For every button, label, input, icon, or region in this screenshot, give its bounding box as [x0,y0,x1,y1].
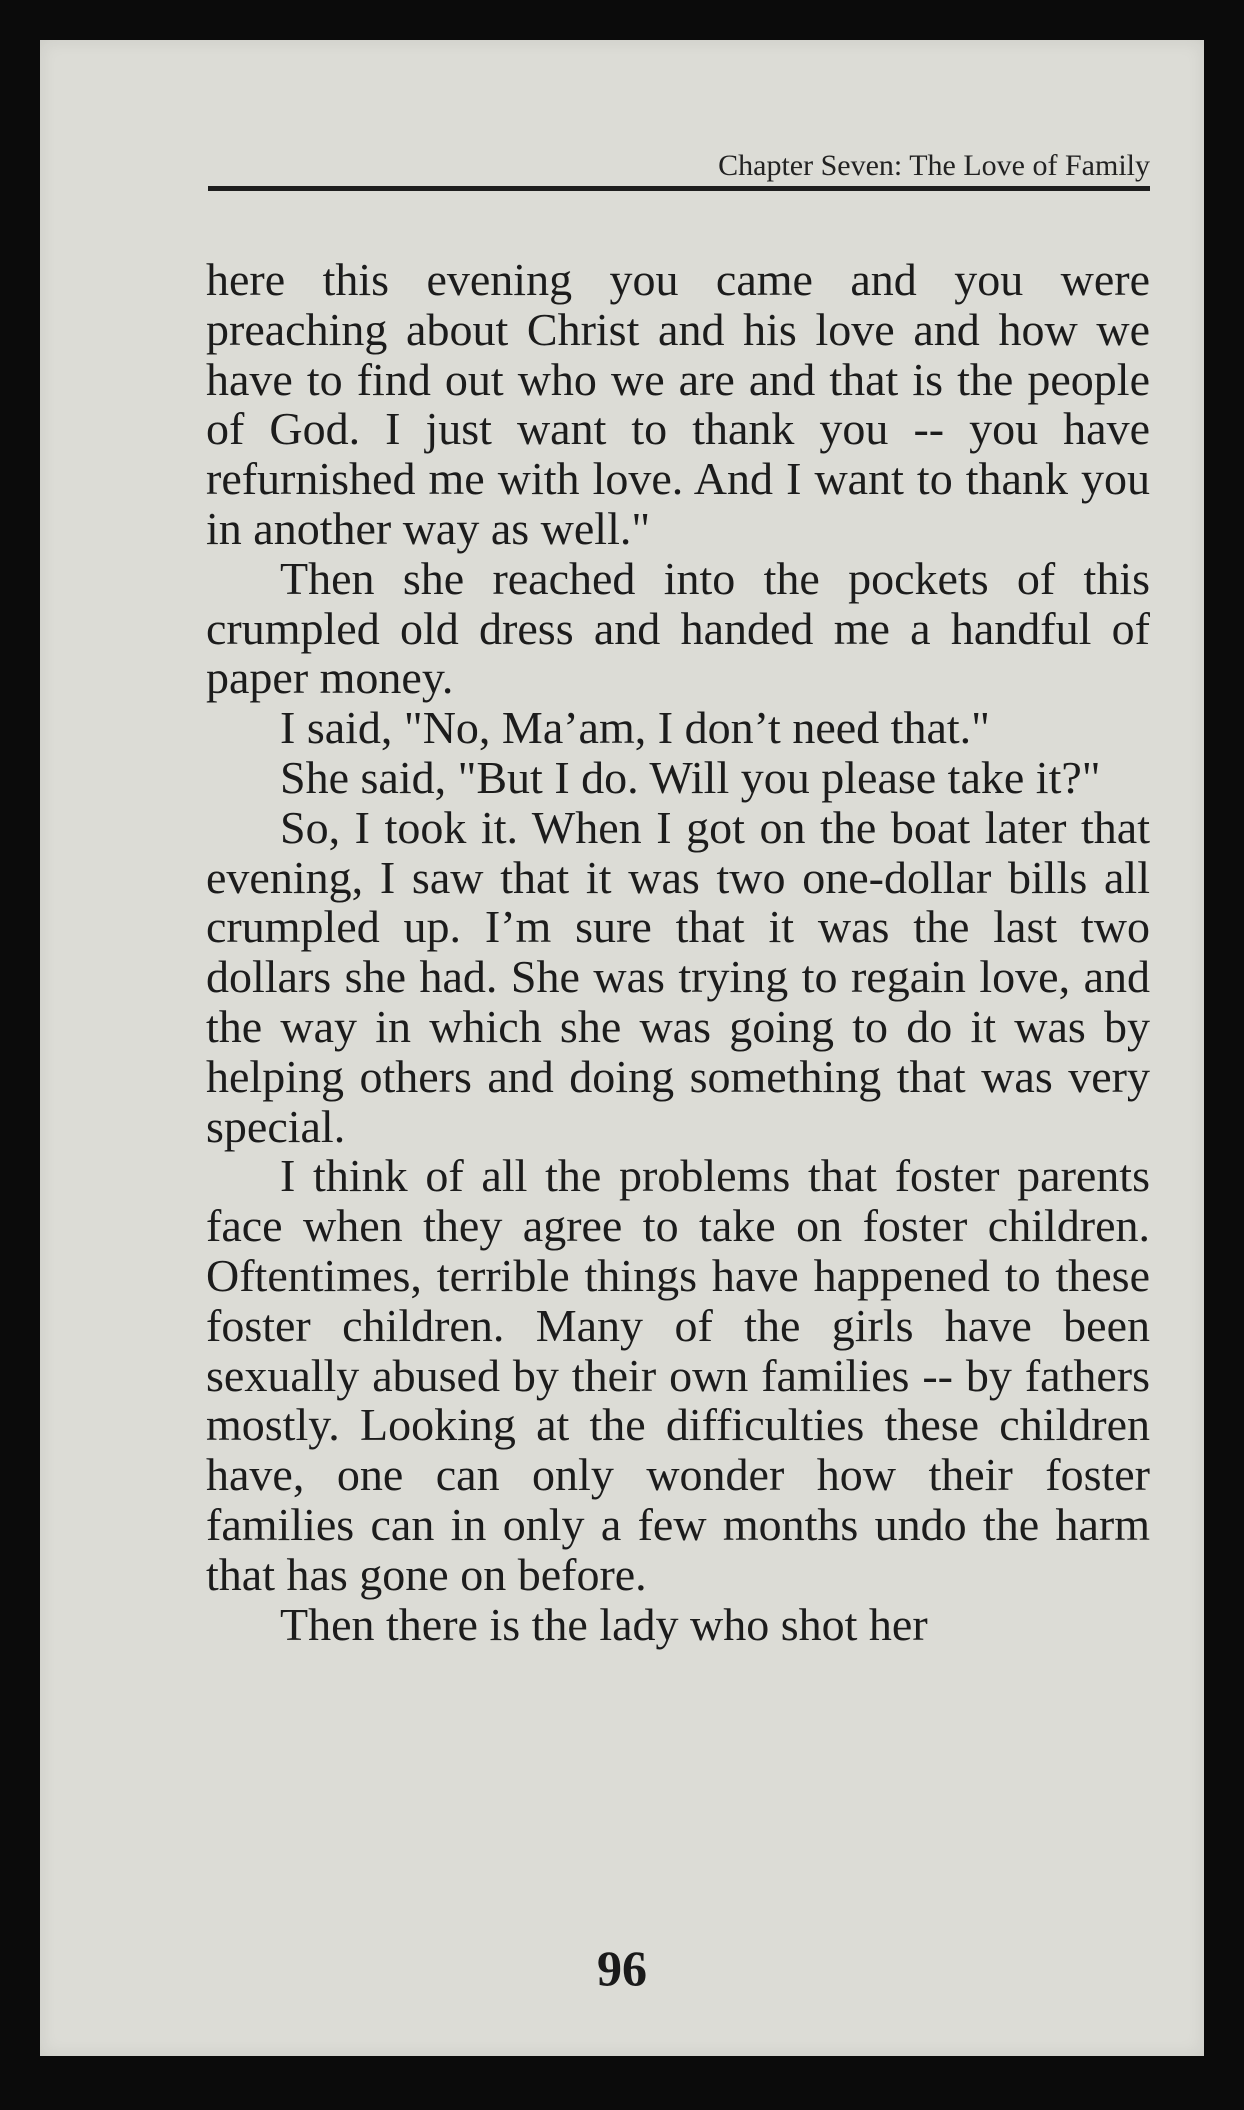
paragraph: She said, "But I do. Will you please take it?" [280,751,1101,803]
paragraph: Then she reached into the pockets of this crumpled old dress and handed me a handful of paper money. [206,552,1150,704]
book-page [40,40,1204,2056]
running-head: Chapter Seven: The Love of Family [718,149,1150,182]
paragraph: I said, "No, Ma’am, I don’t need that." [280,702,990,754]
paragraph: Then there is the lady who shot her [280,1598,928,1650]
paragraph: So, I took it. When I got on the boat later that evening, I saw that it was two one-dollar bills all crumpled up. I’m sure that it was the last two dollars she had. She was trying to regain love, and the way in which she was going to do it was by helping others and doing something that was very special. [206,801,1150,1152]
paragraph: I think of all the problems that foster parents face when they agree to take on foster children. Oftentimes, terrible things have happened to these foster children. Many of the girls have been sexually abused by their own families -- by fathers mostly. Looking at the difficulties these children have, one can only wonder how their foster families can in only a few months undo the harm that has gone on before. [206,1150,1150,1600]
header-rule [208,186,1150,191]
page-number: 96 [597,1940,647,1996]
body-text [206,255,1150,1649]
paragraph: here this evening you came and you were preaching about Christ and his love and how we have to find out who we are and that is the people of God. I just want to thank you -- you have refurnished me with love. And I want to thank you in another way as well." [206,254,1150,554]
